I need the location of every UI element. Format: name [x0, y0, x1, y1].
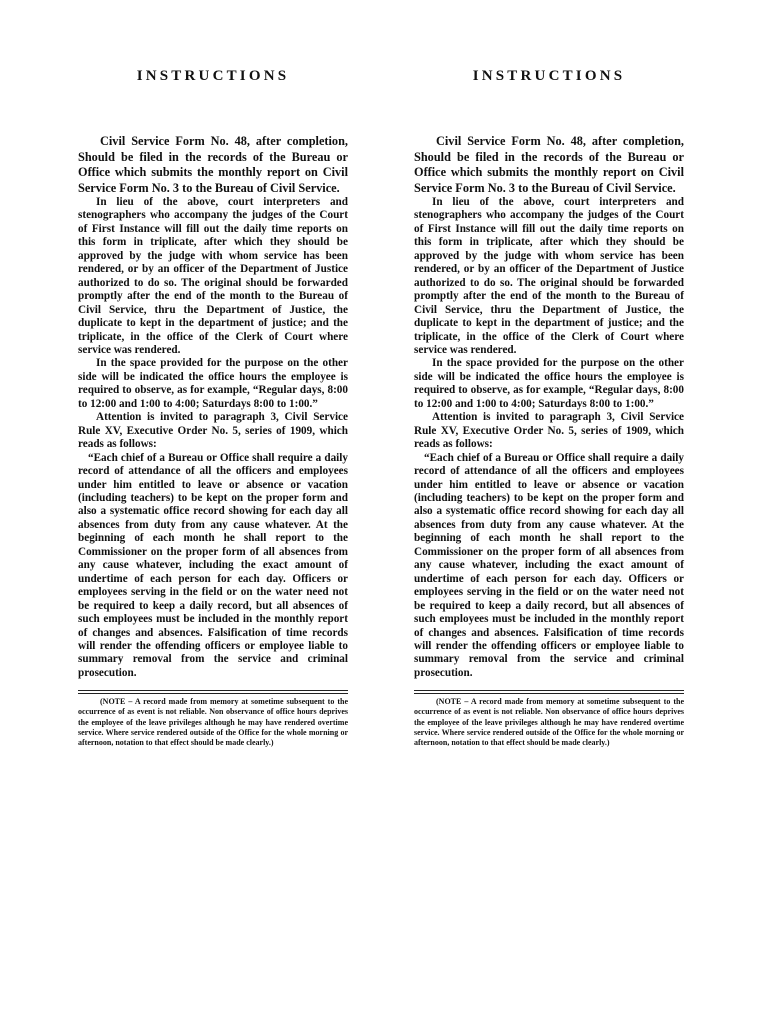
note-text: (NOTE – A record made from memory at sometime subsequent to the occurrence of as event is not reliable. Non observance of office hours deprives the employee of the leave privileges although he may have rendered overtime service. Where service rendered outside of the Office for the whole morning or afternoon, notation to that effect should be made clearly.)	[78, 697, 348, 747]
paragraph-filing: Civil Service Form No. 48, after completion, Should be filed in the records of the Bureau or Office which submits the monthly report on Civil Service Form No. 3 to the Bureau of Civil Service.	[78, 134, 348, 195]
paragraph-attention: Attention is invited to paragraph 3, Civil Service Rule XV, Executive Order No. 5, series of 1909, which reads as follows:	[414, 411, 684, 451]
paragraph-rule-quote: “Each chief of a Bureau or Office shall require a daily record of attendance of all the officers and employees under him entitled to leave or absence or vacation (including teachers) to be kept on the proper form and also a systematic office record showing for each day all absences from duty from any cause whatever. At the beginning of each month he shall report to the Commissioner on the proper form of all absences from any cause whatever, including the exact amount of undertime of each person for each day. Officers or employees serving in the field or on the water need not be required to keep a daily record, but all absences of such employees must be included in the monthly report of changes and absences. Falsification of time records will render the offending officers or employee liable to summary removal from the service and criminal prosecution.	[78, 451, 348, 679]
paragraph-attention: Attention is invited to paragraph 3, Civil Service Rule XV, Executive Order No. 5, series of 1909, which reads as follows:	[78, 411, 348, 451]
instructions-body	[414, 134, 684, 680]
note-divider	[414, 690, 684, 747]
paragraph-office-hours: In the space provided for the purpose on the other side will be indicated the office hours the employee is required to observe, as for example, “Regular days, 8:00 to 12:00 and 1:00 to 4:00; Saturdays 8:00 to 1:00.”	[414, 357, 684, 410]
note-text: (NOTE – A record made from memory at sometime subsequent to the occurrence of as event is not reliable. Non observance of office hours deprives the employee of the leave privileges although he may have rendered overtime service. Where service rendered outside of the Office for the whole morning or afternoon, notation to that effect should be made clearly.)	[414, 697, 684, 747]
instructions-heading: INSTRUCTIONS	[136, 68, 290, 84]
paragraph-filing: Civil Service Form No. 48, after completion, Should be filed in the records of the Bureau or Office which submits the monthly report on Civil Service Form No. 3 to the Bureau of Civil Service.	[414, 134, 684, 195]
instructions-body	[78, 134, 348, 680]
paragraph-court-interpreters: In lieu of the above, court interpreters and stenographers who accompany the judges of the Court of First Instance will fill out the daily time reports on this form in triplicate, after which they should be approved by the judge with whom service has been rendered, or by an officer of the Department of Justice authorized to do so. The original should be forwarded promptly after the end of the month to the Bureau of Civil Service, thru the Department of Justice, the duplicate to kept in the department of justice; and the triplicate, in the office of the Clerk of Court where service was rendered.	[78, 196, 348, 356]
note-divider	[78, 690, 348, 747]
instructions-column-right	[414, 56, 684, 748]
instructions-column-left	[78, 56, 348, 748]
paragraph-office-hours: In the space provided for the purpose on the other side will be indicated the office hours the employee is required to observe, as for example, “Regular days, 8:00 to 12:00 and 1:00 to 4:00; Saturdays 8:00 to 1:00.”	[78, 357, 348, 410]
instructions-heading: INSTRUCTIONS	[472, 68, 626, 84]
paragraph-court-interpreters: In lieu of the above, court interpreters and stenographers who accompany the judges of the Court of First Instance will fill out the daily time reports on this form in triplicate, after which they should be approved by the judge with whom service has been rendered, or by an officer of the Department of Justice authorized to do so. The original should be forwarded promptly after the end of the month to the Bureau of Civil Service, thru the Department of Justice, the duplicate to kept in the department of justice; and the triplicate, in the office of the Clerk of Court where service was rendered.	[414, 196, 684, 356]
paragraph-rule-quote: “Each chief of a Bureau or Office shall require a daily record of attendance of all the officers and employees under him entitled to leave or absence or vacation (including teachers) to be kept on the proper form and also a systematic office record showing for each day all absences from duty from any cause whatever. At the beginning of each month he shall report to the Commissioner on the proper form of all absences from any cause whatever, including the exact amount of undertime of each person for each day. Officers or employees serving in the field or on the water need not be required to keep a daily record, but all absences of such employees must be included in the monthly report of changes and absences. Falsification of time records will render the offending officers or employee liable to summary removal from the service and criminal prosecution.	[414, 451, 684, 679]
